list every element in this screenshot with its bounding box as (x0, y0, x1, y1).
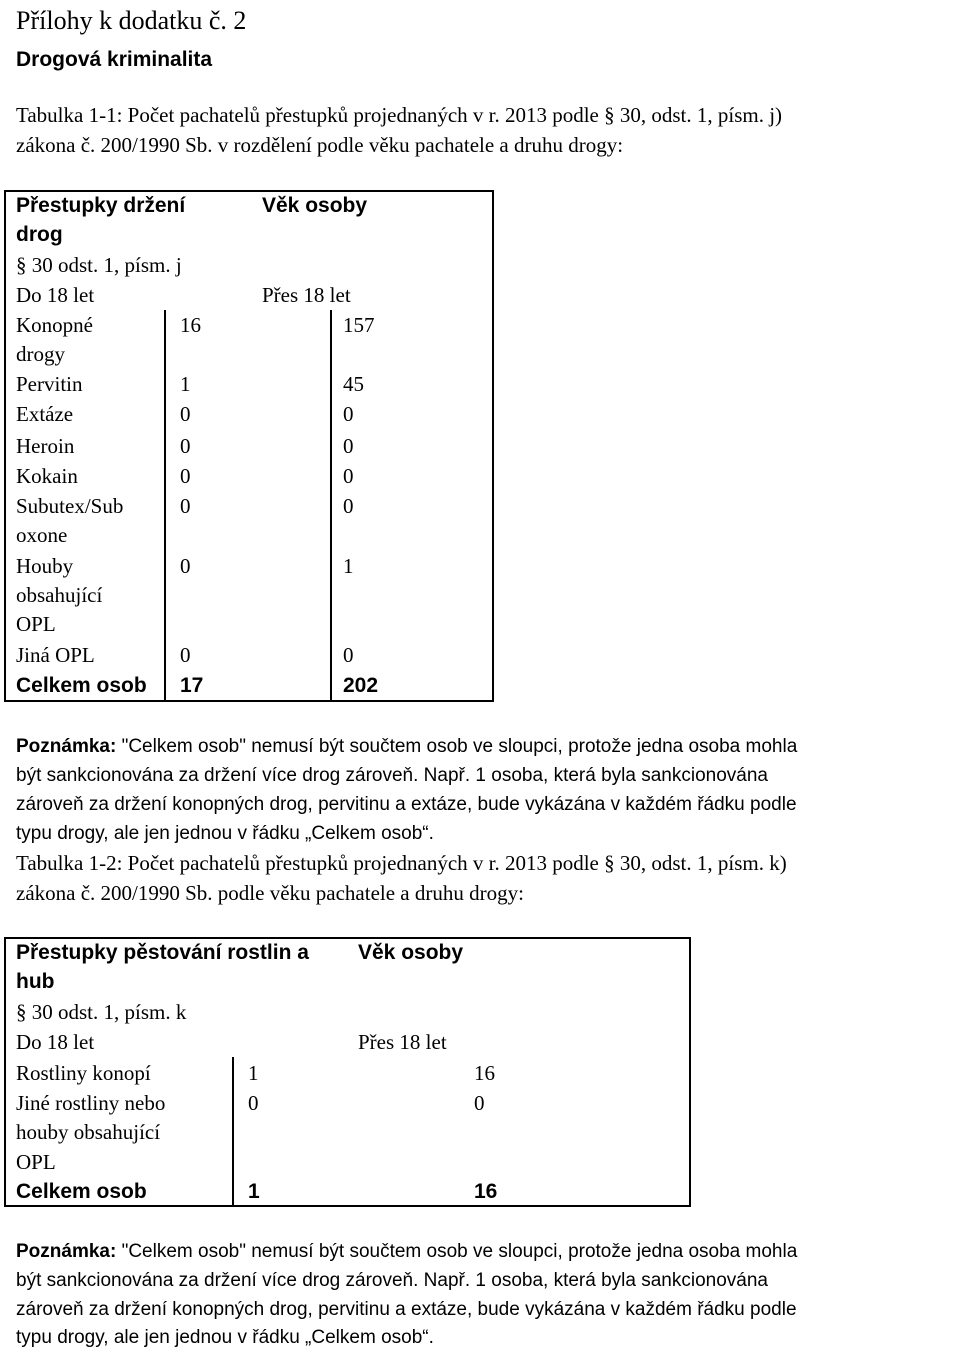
table1-cell-over18: 1 (343, 554, 354, 578)
table1-row-label: OPL (16, 612, 56, 636)
table1-cell-over18: 0 (343, 434, 354, 458)
table2-caption-line1: Tabulka 1-2: Počet pachatelů přestupků projednaných v r. 2013 podle § 30, odst. 1, písm. k) (16, 851, 787, 875)
note1-line1: "Celkem osob" nemusí být součtem osob ve sloupci, protože jedna osoba mohla (121, 736, 798, 757)
table1-cell-under18: 0 (180, 402, 191, 426)
table2-header-age: Věk osoby (358, 941, 464, 964)
table2-sub-under18: Do 18 let (16, 1030, 95, 1054)
table1-row-label: drogy (16, 342, 65, 366)
table1-row-label: obsahující (16, 583, 103, 607)
table1-cell-over18: 45 (343, 372, 364, 396)
table1-cell-under18: 0 (180, 494, 191, 518)
page-title: Přílohy k dodatku č. 2 (16, 6, 247, 35)
table1-total-label: Celkem osob (16, 674, 147, 697)
table1-caption-line1: Tabulka 1-1: Počet pachatelů přestupků projednaných v r. 2013 podle § 30, odst. 1, písm. j) (16, 103, 783, 127)
table2-divider-1 (232, 1057, 234, 1207)
table1-header-age: Věk osoby (262, 194, 368, 217)
note1-line4: typu drogy, ale jen jednou v řádku „Celkem osob“. (16, 823, 434, 844)
table1-cell-over18: 157 (343, 313, 375, 337)
table1-sub-under18: Do 18 let (16, 283, 95, 307)
table1-header-line1: Přestupky držení (16, 194, 186, 217)
table2-header-line3: § 30 odst. 1, písm. k (16, 1000, 187, 1024)
table2-row-label: houby obsahující (16, 1120, 161, 1144)
table2-header-line2: hub (16, 970, 55, 993)
table2-cell-over18: 16 (474, 1061, 495, 1085)
table2-total-under18: 1 (248, 1180, 260, 1203)
table1-row-label: Kokain (16, 464, 78, 488)
table1-total-over18: 202 (343, 674, 379, 697)
table2-sub-over18: Přes 18 let (358, 1030, 447, 1054)
table1-row-label: Houby (16, 554, 74, 578)
note2-line2: být sankcionována za držení více drog zároveň. Např. 1 osoba, která byla sankcionována (16, 1270, 768, 1291)
table1-cell-under18: 0 (180, 434, 191, 458)
note1-line2: být sankcionována za držení více drog zároveň. Např. 1 osoba, která byla sankcionována (16, 765, 768, 786)
table2-row-label: Jiné rostliny nebo (16, 1091, 166, 1115)
note2-label: Poznámka: (16, 1241, 117, 1262)
note2-line4: typu drogy, ale jen jednou v řádku „Celkem osob“. (16, 1327, 434, 1348)
table2-header-line1: Přestupky pěstování rostlin a (16, 941, 309, 964)
table2-total-over18: 16 (474, 1180, 498, 1203)
table2-row-label: Rostliny konopí (16, 1061, 151, 1085)
note2-line1: "Celkem osob" nemusí být součtem osob ve sloupci, protože jedna osoba mohla (121, 1241, 798, 1262)
table1-caption-line2: zákona č. 200/1990 Sb. v rozdělení podle věku pachatele a druhu drogy: (16, 133, 624, 157)
table1-row-label: Extáze (16, 402, 74, 426)
table2-row-label: OPL (16, 1150, 56, 1174)
table1-row-label: Jiná OPL (16, 643, 95, 667)
table1-header-line3: § 30 odst. 1, písm. j (16, 253, 182, 277)
table1-cell-over18: 0 (343, 464, 354, 488)
note1-line3: zároveň za držení konopných drog, pervitinu a extáze, bude vykázána v každém řádku podle (16, 794, 797, 815)
table1-cell-over18: 0 (343, 402, 354, 426)
table1-cell-over18: 0 (343, 643, 354, 667)
table2-cell-over18: 0 (474, 1091, 485, 1115)
table1-row-label: Subutex/Sub (16, 494, 124, 518)
table1-cell-under18: 0 (180, 464, 191, 488)
table2-cell-under18: 0 (248, 1091, 259, 1115)
table1-cell-under18: 16 (180, 313, 201, 337)
table2-cell-under18: 1 (248, 1061, 259, 1085)
table1-divider-1 (164, 310, 166, 702)
note1-label: Poznámka: (16, 736, 117, 757)
table1-row-label: Konopné (16, 313, 93, 337)
table1-row-label: Pervitin (16, 372, 83, 396)
note2-line3: zároveň za držení konopných drog, pervitinu a extáze, bude vykázána v každém řádku podle (16, 1299, 797, 1320)
section-heading: Drogová kriminalita (16, 48, 213, 71)
table2-total-label: Celkem osob (16, 1180, 147, 1203)
table2-caption-line2: zákona č. 200/1990 Sb. podle věku pachatele a druhu drogy: (16, 881, 524, 905)
table1-cell-under18: 0 (180, 643, 191, 667)
table1-sub-over18: Přes 18 let (262, 283, 351, 307)
table1-cell-under18: 1 (180, 372, 191, 396)
table1-header-line2: drog (16, 223, 63, 246)
table1-row-label: Heroin (16, 434, 75, 458)
table1-cell-under18: 0 (180, 554, 191, 578)
table1-row-label: oxone (16, 523, 68, 547)
table1-divider-2 (330, 310, 332, 702)
table1-cell-over18: 0 (343, 494, 354, 518)
table1-total-under18: 17 (180, 674, 204, 697)
